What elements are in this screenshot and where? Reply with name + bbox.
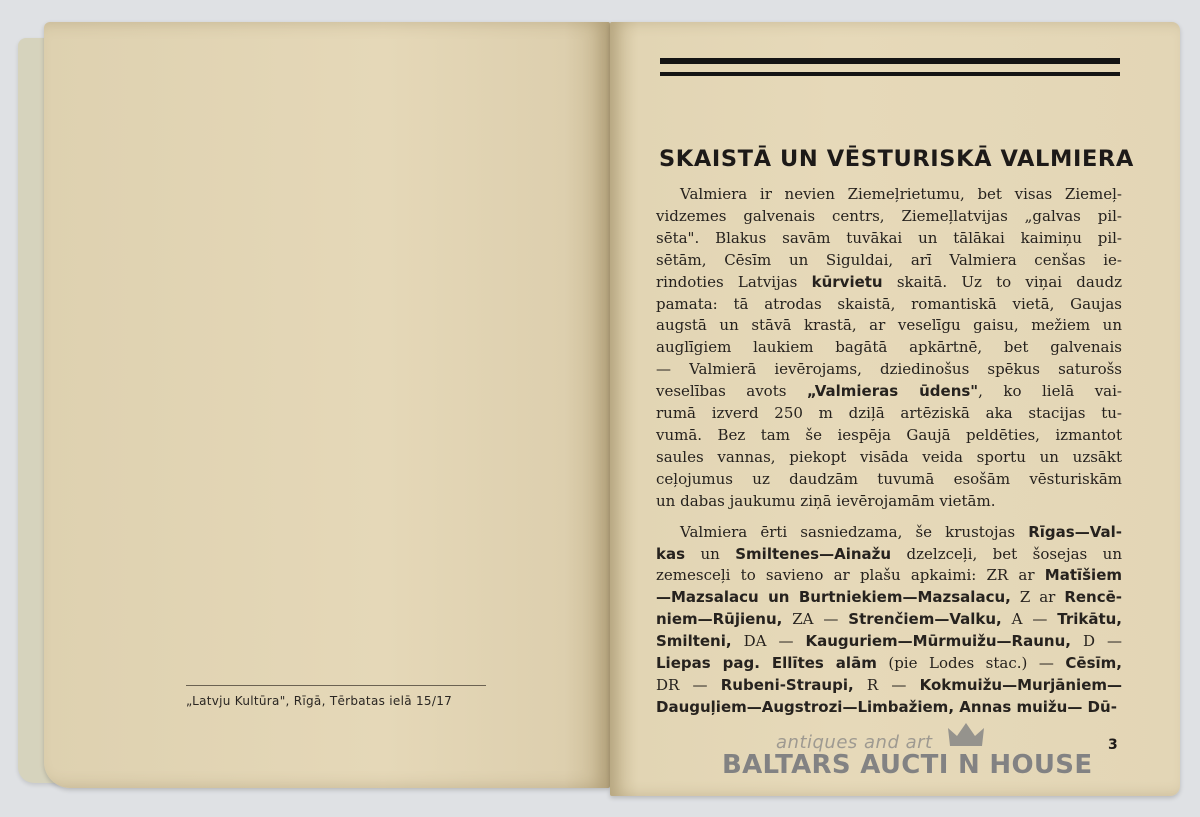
text-run: ceļojumus uz daudzām tuvumā esošām vēsturiskām: [656, 469, 1122, 488]
publisher-imprint: „Latvju Kultūra", Rīgā, Tērbatas ielā 15/17: [186, 694, 453, 708]
bold-text: Matīšiem: [1044, 566, 1122, 585]
imprint-rule: [186, 685, 486, 686]
text-line: [656, 565, 1122, 587]
text-run: rumā izverd 250 m dziļā artēziskā aka stacijas tu-: [656, 404, 1122, 423]
text-run: auglīgiem laukiem bagātā apkārtnē, bet galvenais: [656, 338, 1122, 357]
paragraph-gap: [656, 513, 1122, 522]
text-line: [656, 587, 1122, 609]
bold-text: Rīgas—Val-: [1028, 522, 1122, 541]
bold-text: Liepas pag. Ellītes alām: [656, 654, 877, 673]
bold-text: Rencē-: [1064, 588, 1123, 607]
bold-text: kūrvietu: [811, 272, 883, 291]
text-line: [656, 359, 1122, 381]
text-line: [656, 425, 1122, 447]
watermark-tagline: antiques and art: [776, 732, 933, 753]
text-run: vumā. Bez tam še iespēja Gaujā peldēties, izmantot: [656, 425, 1122, 444]
text-line: [656, 315, 1122, 337]
text-run: ZA —: [782, 610, 849, 629]
bold-text: niem—Rūjienu,: [656, 610, 783, 629]
text-run: augstā un stāvā krastā, ar veselīgu gaisu, mežiem un: [656, 316, 1122, 335]
text-run: Z ar: [1010, 588, 1065, 607]
text-line: [656, 228, 1122, 250]
header-rule-thick: [660, 58, 1120, 64]
left-page: [44, 22, 610, 788]
text-run: — Valmierā ievērojams, dziedinošus spēkus saturošs: [656, 360, 1122, 379]
bold-text: Rubeni-Straupi,: [720, 675, 854, 694]
text-line: [656, 337, 1122, 359]
text-line: [656, 522, 1122, 544]
bold-text: Kauguriem—Mūrmuižu—Raunu,: [805, 632, 1071, 651]
text-run: un: [685, 544, 736, 563]
text-line: [656, 294, 1122, 316]
text-run: Valmiera ērti sasniedzama, še krustojas: [680, 522, 1029, 541]
text-line: [656, 206, 1122, 228]
bold-text: —Mazsalacu un Burtniekiem—Mazsalacu,: [656, 588, 1011, 607]
watermark-brand: BALTARS AUCTI N HOUSE: [722, 750, 1093, 780]
text-run: un dabas jaukumu ziņā ievērojamām vietām.: [656, 491, 996, 510]
text-line: [656, 403, 1122, 425]
text-line: [656, 609, 1122, 631]
bold-text: Cēsīm,: [1065, 654, 1122, 673]
bold-text: Smiltenes—Ainažu: [735, 544, 892, 563]
text-run: zemesceļi to savieno ar plašu apkaimi: ZR ar: [656, 566, 1045, 585]
page-number: 3: [1108, 737, 1118, 753]
text-run: sētām, Cēsīm un Siguldai, arī Valmiera cenšas ie-: [656, 250, 1122, 269]
bold-text: Strenčiem—Valku,: [848, 610, 1002, 629]
text-run: , ko lielā vai-: [978, 382, 1122, 401]
text-run: pamata: tā atrodas skaistā, romantiskā vietā, Gaujas: [656, 294, 1122, 313]
text-line: [656, 491, 1122, 513]
text-run: Valmiera ir nevien Ziemeļrietumu, bet visas Ziemeļ-: [680, 185, 1122, 203]
text-run: D —: [1070, 632, 1123, 651]
text-run: vidzemes galvenais centrs, Ziemeļlatvijas „galvas pil-: [656, 206, 1122, 225]
text-line: [656, 381, 1122, 403]
text-run: skaitā. Uz to viņai daudz: [882, 272, 1122, 291]
page-title: SKAISTĀ UN VĒSTURISKĀ VALMIERA: [659, 146, 1134, 172]
text-run: R —: [853, 675, 920, 694]
bold-text: Dauguļiem—Augstrozi—Limbažiem, Annas muižu— Dū-: [656, 697, 1117, 716]
text-run: (pie Lodes stac.) —: [876, 654, 1066, 673]
text-run: DR —: [656, 675, 721, 694]
text-line: [656, 447, 1122, 469]
header-rule-thin: [660, 72, 1120, 76]
bold-text: Kokmuižu—Murjāniem—: [919, 675, 1122, 694]
text-run: DA —: [731, 632, 806, 651]
text-run: veselības avots: [656, 382, 807, 401]
text-run: saules vannas, piekopt visāda veida sportu un uzsākt: [656, 447, 1122, 466]
bold-text: Smilteni,: [656, 632, 732, 651]
text-line: [656, 272, 1122, 294]
body-text: [656, 184, 1122, 719]
bold-text: kas: [656, 544, 686, 563]
bold-text: Trikātu,: [1057, 610, 1123, 629]
text-line: [656, 631, 1122, 653]
text-line: [656, 675, 1122, 697]
text-line: [656, 653, 1122, 675]
text-line: [656, 184, 1122, 206]
text-line: [656, 697, 1122, 719]
text-line: [656, 469, 1122, 491]
text-run: dzelzceļi, bet šosejas un: [891, 544, 1122, 563]
text-line: [656, 544, 1122, 566]
text-run: sēta". Blakus savām tuvākai un tālākai kaimiņu pil-: [656, 228, 1122, 247]
crown-logo-icon: [946, 720, 986, 750]
text-line: [656, 250, 1122, 272]
text-run: rindoties Latvijas: [656, 272, 812, 291]
text-run: A —: [1001, 610, 1058, 629]
bold-text: „Valmieras ūdens": [806, 382, 979, 401]
